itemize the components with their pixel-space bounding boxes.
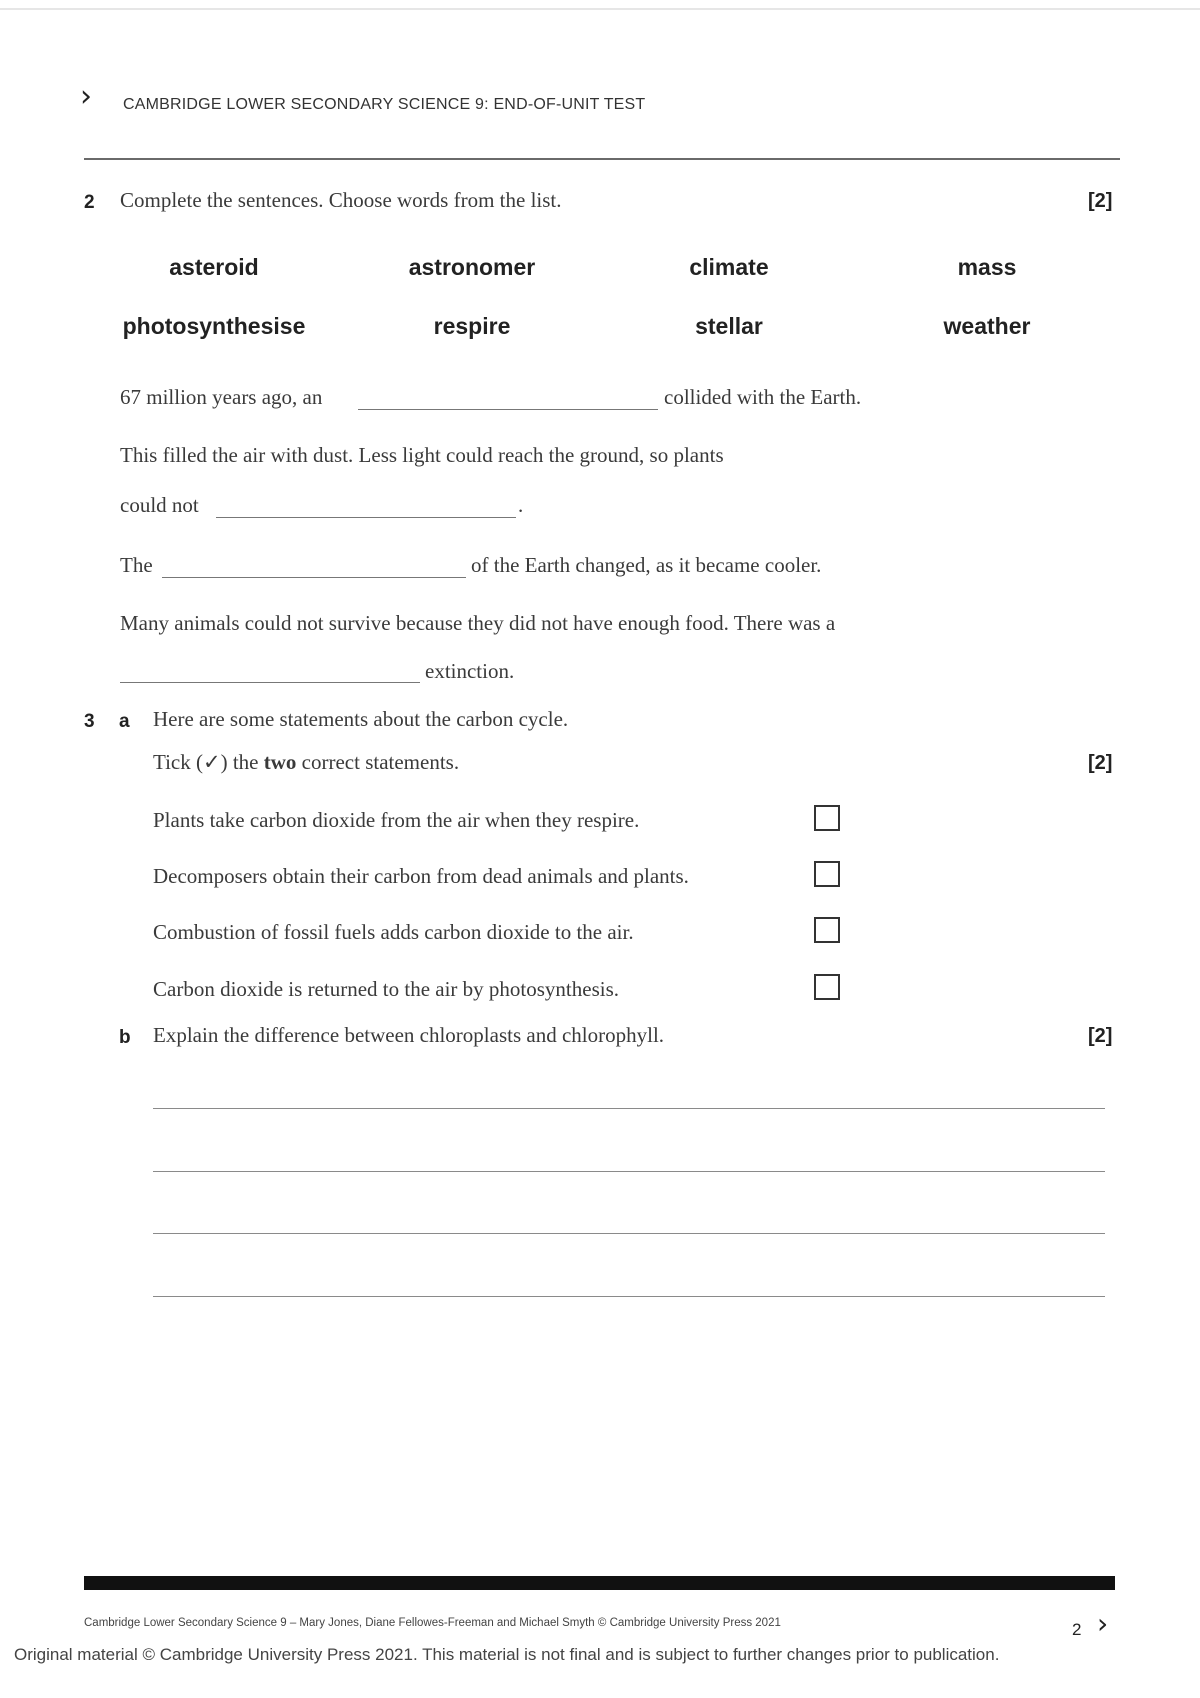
statement-2: Decomposers obtain their carbon from dead animals and plants.	[153, 864, 689, 888]
word-option: asteroid	[169, 254, 259, 280]
answer-blank-2[interactable]	[216, 517, 516, 518]
sentence-2: This filled the air with dust. Less light could reach the ground, so plants	[120, 443, 724, 467]
answer-line[interactable]	[153, 1108, 1105, 1109]
footer-credit: Cambridge Lower Secondary Science 9 – Mary Jones, Diane Fellowes-Freeman and Michael Smyth © Cambridge University Press 2021	[84, 1617, 781, 1629]
question-3a-instruction: Tick (✓) the two correct statements.	[153, 750, 460, 774]
word-option: mass	[957, 254, 1017, 280]
answer-blank-1[interactable]	[358, 409, 658, 410]
word-option: astronomer	[408, 254, 536, 280]
tick-box-1[interactable]	[814, 805, 840, 831]
chevron-right-icon: ›	[80, 79, 92, 114]
answer-blank-4[interactable]	[120, 682, 420, 683]
tick-box-4[interactable]	[814, 974, 840, 1000]
part-label-b: b	[119, 1027, 131, 1048]
sentence-5: Many animals could not survive because they did not have enough food. There was a	[120, 611, 836, 635]
statement-4: Carbon dioxide is returned to the air by photosynthesis.	[153, 977, 620, 1001]
question-3a-intro: Here are some statements about the carbon cycle.	[153, 707, 569, 731]
top-border	[0, 8, 1200, 10]
page-number: 2	[1072, 1620, 1082, 1639]
word-option: weather	[943, 313, 1031, 339]
header-title: CAMBRIDGE LOWER SECONDARY SCIENCE 9: END-OF-UNIT TEST	[123, 96, 646, 113]
copyright-notice: Original material © Cambridge University Press 2021. This material is not final and is subject to further changes prior to publication.	[14, 1645, 1000, 1664]
statement-3: Combustion of fossil fuels adds carbon dioxide to the air.	[153, 920, 634, 944]
part-label-a: a	[119, 711, 130, 732]
sentence-6-end: extinction.	[425, 659, 515, 683]
question-3a-marks: [2]	[1088, 752, 1113, 774]
word-option: photosynthesise	[122, 313, 306, 339]
word-option: respire	[433, 313, 511, 339]
question-number-3: 3	[84, 711, 95, 732]
question-number-2: 2	[84, 192, 95, 213]
word-option: stellar	[695, 313, 763, 339]
question-3b-prompt: Explain the difference between chloroplasts and chlorophyll.	[153, 1023, 665, 1047]
answer-blank-3[interactable]	[162, 577, 466, 578]
question-2-marks: [2]	[1088, 190, 1113, 212]
sentence-4-end: of the Earth changed, as it became cooler.	[471, 553, 822, 577]
sentence-1-start: 67 million years ago, an	[120, 385, 323, 409]
sentence-3-start: could not	[120, 493, 199, 517]
sentence-3-end: .	[518, 493, 524, 517]
sentence-1-end: collided with the Earth.	[664, 385, 862, 409]
word-option: climate	[689, 254, 769, 280]
header-rule	[84, 158, 1120, 160]
tick-box-2[interactable]	[814, 861, 840, 887]
question-3b-marks: [2]	[1088, 1025, 1113, 1047]
answer-line[interactable]	[153, 1171, 1105, 1172]
answer-line[interactable]	[153, 1233, 1105, 1234]
question-2-prompt: Complete the sentences. Choose words from the list.	[120, 188, 562, 212]
statement-1: Plants take carbon dioxide from the air when they respire.	[153, 808, 640, 832]
footer-bar	[84, 1576, 1115, 1590]
chevron-right-icon: ›	[1097, 1607, 1109, 1640]
answer-line[interactable]	[153, 1296, 1105, 1297]
tick-box-3[interactable]	[814, 917, 840, 943]
sentence-4-start: The	[120, 553, 153, 577]
